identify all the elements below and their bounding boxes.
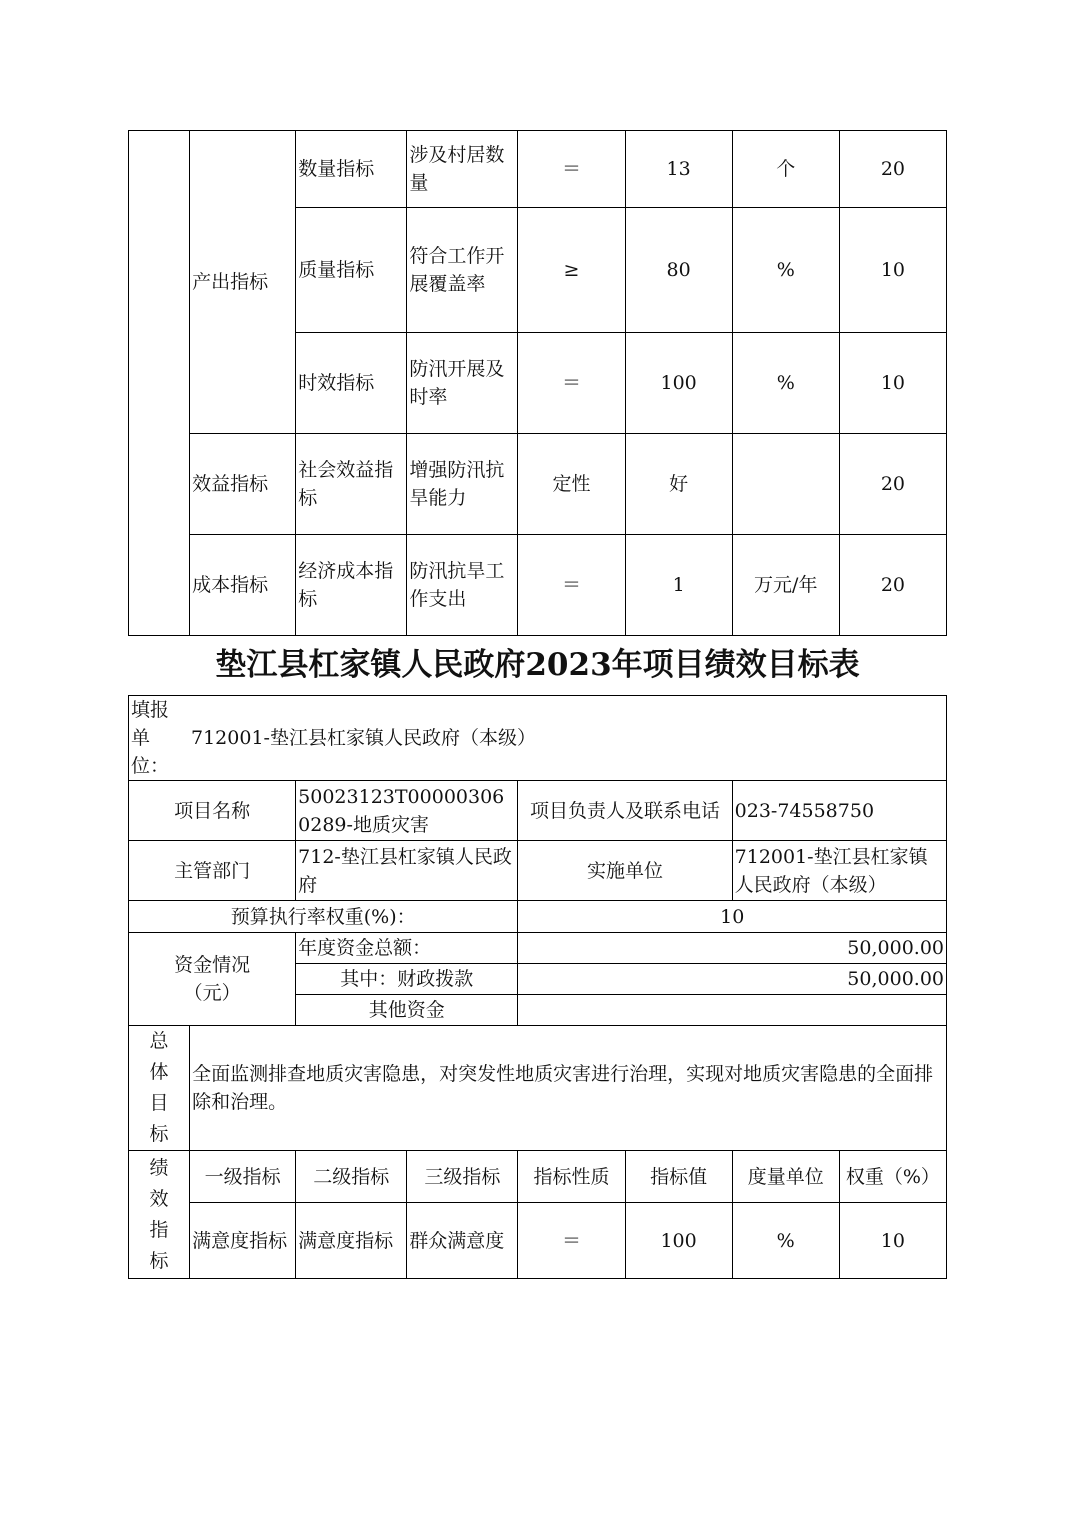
budget-weight-value: 10 bbox=[518, 901, 947, 933]
blank-cell bbox=[129, 131, 190, 636]
value-cell: 1 bbox=[625, 535, 732, 636]
level3-cell: 涉及村居数量 bbox=[407, 131, 518, 208]
header-weight: 权重（%） bbox=[839, 1151, 946, 1203]
dept-value: 712-垫江县杠家镇人民政府 bbox=[296, 841, 518, 901]
unit-cell: % bbox=[732, 333, 839, 434]
table-row bbox=[129, 535, 947, 636]
perf-label-char: 标 bbox=[149, 1249, 169, 1272]
header-value: 指标值 bbox=[625, 1151, 732, 1203]
annual-total-row bbox=[129, 933, 947, 964]
reporting-unit-cell bbox=[129, 696, 947, 781]
overall-goal-char: 目 bbox=[149, 1092, 169, 1114]
table-row bbox=[129, 434, 947, 535]
perf-label bbox=[129, 1151, 190, 1279]
overall-goal-row bbox=[129, 1026, 947, 1151]
table-row bbox=[129, 1203, 947, 1279]
weight-cell: 10 bbox=[839, 333, 946, 434]
weight-cell: 20 bbox=[839, 131, 946, 208]
level2-cell: 时效指标 bbox=[296, 333, 407, 434]
fiscal-value: 50,000.00 bbox=[518, 964, 947, 995]
level3-cell: 群众满意度 bbox=[407, 1203, 518, 1279]
header-level1: 一级指标 bbox=[190, 1151, 296, 1203]
budget-weight-label: 预算执行率权重(%)： bbox=[129, 901, 518, 933]
level3-cell: 符合工作开展覆盖率 bbox=[407, 208, 518, 333]
unit-cell bbox=[732, 434, 839, 535]
weight-cell: 10 bbox=[839, 208, 946, 333]
header-level3: 三级指标 bbox=[407, 1151, 518, 1203]
annual-total-value: 50,000.00 bbox=[518, 933, 947, 964]
level1-cell: 产出指标 bbox=[190, 131, 296, 434]
level3-cell: 防汛抗旱工作支出 bbox=[407, 535, 518, 636]
funds-label-text: 资金情况（元） bbox=[174, 954, 251, 1004]
unit-cell: % bbox=[732, 1203, 839, 1279]
nature-cell: ≥ bbox=[518, 208, 625, 333]
unit-cell: 个 bbox=[732, 131, 839, 208]
weight-cell: 20 bbox=[839, 535, 946, 636]
funds-label bbox=[129, 933, 296, 1026]
value-cell: 100 bbox=[625, 1203, 732, 1279]
level3-cell: 增强防汛抗旱能力 bbox=[407, 434, 518, 535]
impl-label: 实施单位 bbox=[518, 841, 732, 901]
value-cell: 13 bbox=[625, 131, 732, 208]
perf-label-char: 效 bbox=[149, 1187, 169, 1210]
level1-cell: 效益指标 bbox=[190, 434, 296, 535]
impl-value: 712001-垫江县杠家镇人民政府（本级） bbox=[732, 841, 946, 901]
header-level2: 二级指标 bbox=[296, 1151, 407, 1203]
nature-cell: ＝ bbox=[518, 333, 625, 434]
unit-cell: 万元/年 bbox=[732, 535, 839, 636]
top-indicator-table bbox=[128, 130, 947, 636]
performance-goal-table bbox=[128, 695, 947, 1279]
level1-cell: 成本指标 bbox=[190, 535, 296, 636]
header-unit: 度量单位 bbox=[732, 1151, 839, 1203]
unit-cell: % bbox=[732, 208, 839, 333]
weight-cell: 20 bbox=[839, 434, 946, 535]
perf-header-row bbox=[129, 1151, 947, 1203]
nature-cell: ＝ bbox=[518, 1203, 625, 1279]
page-title: 垫江县杠家镇人民政府2023年项目绩效目标表 bbox=[215, 647, 860, 683]
contact-label: 项目负责人及联系电话 bbox=[518, 781, 732, 841]
dept-label: 主管部门 bbox=[129, 841, 296, 901]
level2-cell: 满意度指标 bbox=[296, 1203, 407, 1279]
reporting-unit-row bbox=[129, 696, 947, 781]
perf-label-char: 绩 bbox=[149, 1156, 169, 1179]
value-cell: 80 bbox=[625, 208, 732, 333]
level2-cell: 经济成本指标 bbox=[296, 535, 407, 636]
annual-total-label: 年度资金总额： bbox=[296, 933, 518, 964]
weight-cell: 10 bbox=[839, 1203, 946, 1279]
level2-cell: 数量指标 bbox=[296, 131, 407, 208]
fiscal-label: 其中：财政拨款 bbox=[296, 964, 518, 995]
dept-row bbox=[129, 841, 947, 901]
level2-cell: 质量指标 bbox=[296, 208, 407, 333]
project-name-row bbox=[129, 781, 947, 841]
level2-cell: 社会效益指标 bbox=[296, 434, 407, 535]
overall-goal-text: 全面监测排查地质灾害隐患，对突发性地质灾害进行治理，实现对地质灾害隐患的全面排除和治理。 bbox=[190, 1026, 947, 1151]
other-funds-label: 其他资金 bbox=[296, 995, 518, 1026]
contact-value: 023-74558750 bbox=[732, 781, 946, 841]
table-row bbox=[129, 131, 947, 208]
header-nature: 指标性质 bbox=[518, 1151, 625, 1203]
other-funds-value bbox=[518, 995, 947, 1026]
overall-goal-char: 体 bbox=[149, 1061, 169, 1083]
nature-cell: ＝ bbox=[518, 131, 625, 208]
project-name-value: 50023123T000003060289-地质灾害 bbox=[296, 781, 518, 841]
level3-cell: 防汛开展及时率 bbox=[407, 333, 518, 434]
overall-goal-char: 标 bbox=[149, 1123, 169, 1145]
reporting-unit-label: 填报单位： bbox=[131, 699, 170, 777]
budget-weight-row bbox=[129, 901, 947, 933]
overall-goal-char: 总 bbox=[149, 1030, 169, 1052]
reporting-unit-value: 712001-垫江县杠家镇人民政府（本级） bbox=[191, 727, 536, 749]
perf-label-char: 指 bbox=[149, 1218, 169, 1241]
nature-cell: 定性 bbox=[518, 434, 625, 535]
nature-cell: ＝ bbox=[518, 535, 625, 636]
value-cell: 100 bbox=[625, 333, 732, 434]
value-cell: 好 bbox=[625, 434, 732, 535]
project-name-label: 项目名称 bbox=[129, 781, 296, 841]
overall-goal-label bbox=[129, 1026, 190, 1151]
level1-cell: 满意度指标 bbox=[190, 1203, 296, 1279]
